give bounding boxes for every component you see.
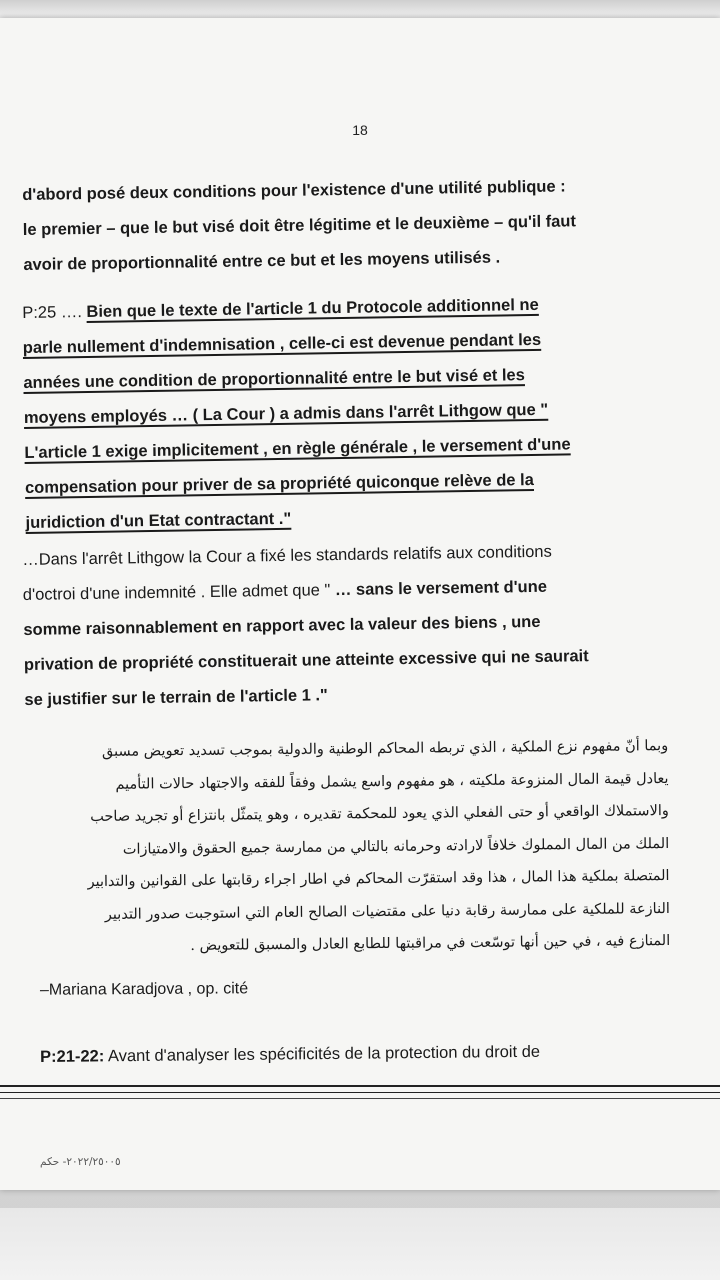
next-paragraph	[40, 1041, 680, 1067]
divider-line	[0, 1092, 720, 1093]
arabic-line: المتصلة بملكية هذا المال ، هذا وقد استقرّت المحاكم في اطار اجراء رقابتها على القوانين والتدابير	[87, 867, 670, 891]
lithgow-line: …Dans l'arrêt Lithgow la Cour a fixé les standards relatifs aux conditions	[22, 542, 552, 569]
p25-line: juridiction d'un Etat contractant ."	[25, 509, 292, 532]
arabic-paragraph	[38, 730, 670, 964]
page-number: 18	[352, 122, 368, 138]
divider-line	[0, 1085, 720, 1087]
footer-reference: ٢٠٢٢/٢٥٠٠٥- حكم	[40, 1156, 121, 1168]
arabic-line: والاستملاك الواقعي أو حتى الفعلي الذي يعود للمحكمة تقديره ، وهو يتمثّل بانتزاع أو تجريد صاحب	[90, 802, 669, 826]
p25-line: parle nullement d'indemnisation , celle-ci est devenue pendant les	[22, 330, 542, 357]
p25-line: Bien que le texte de l'article 1 du Protocole additionnel ne	[86, 295, 539, 321]
arabic-line: المنازع فيه ، في حين أنها توسّعت في مراقبتها للطابع العادل والمسبق للتعويض .	[190, 932, 671, 955]
lithgow-quote-line: privation de propriété constituerait une atteinte excessive qui ne saurait	[23, 647, 589, 674]
arabic-line: يعادل قيمة المال المنزوعة ملكيته ، هو مفهوم واسع يشمل وفقاً للفقه والاجتهاد حالات التأميم	[115, 770, 669, 793]
lithgow-quote-start: … sans le versement d'une	[334, 577, 548, 600]
arabic-line: الملك من المال المملوك خلافاً لارادته وحرمانه بالتالي من ممارسة جميع الحقوق والامتيازات	[122, 835, 670, 858]
lithgow-quote-line: se justifier sur le terrain de l'article 1 ."	[24, 686, 328, 709]
p25-line: compensation pour priver de sa propriété quiconque relève de la	[24, 470, 534, 497]
lithgow-line-start: d'octroi d'une indemnité . Elle admet que "	[22, 581, 336, 604]
p25-marker: P:25 ….	[22, 303, 83, 322]
divider-line	[0, 1098, 720, 1099]
lithgow-paragraph	[22, 533, 655, 718]
arabic-line: النازعة للملكية على ممارسة رقابة دنيا على مقتضيات الصالح العام التي استوجبت صدور التدبير	[104, 900, 670, 923]
p25-line: L'article 1 exige implicitement , en règle générale , le versement d'une	[24, 435, 571, 462]
intro-paragraph	[22, 168, 654, 283]
document-page	[0, 18, 720, 1190]
next-text: Avant d'analyser les spécificités de la protection du droit de	[104, 1042, 541, 1066]
lithgow-quote-line: somme raisonnablement en rapport avec la valeur des biens , une	[23, 612, 541, 639]
source-citation: –Mariana Karadjova , op. cité	[39, 980, 249, 999]
next-page-edge	[0, 1208, 720, 1280]
p25-line: moyens employés … ( La Cour ) a admis dans l'arrêt Lithgow que "	[23, 400, 549, 427]
p25-line: années une condition de proportionnalité entre le but visé et les	[23, 366, 525, 392]
intro-line: avoir de proportionnalité entre ce but et les moyens utilisés .	[23, 248, 501, 274]
intro-line: d'abord posé deux conditions pour l'existence d'une utilité publique :	[22, 177, 566, 204]
next-marker: P:21-22:	[40, 1047, 105, 1066]
arabic-line: وبما أنّ مفهوم نزع الملكية ، الذي تربطه المحاكم الوطنية والدولية بموجب تسديد تعويض مسبق	[101, 737, 669, 760]
p25-paragraph	[22, 286, 656, 541]
intro-line: le premier – que le but visé doit être légitime et le deuxième – qu'il faut	[22, 212, 577, 239]
